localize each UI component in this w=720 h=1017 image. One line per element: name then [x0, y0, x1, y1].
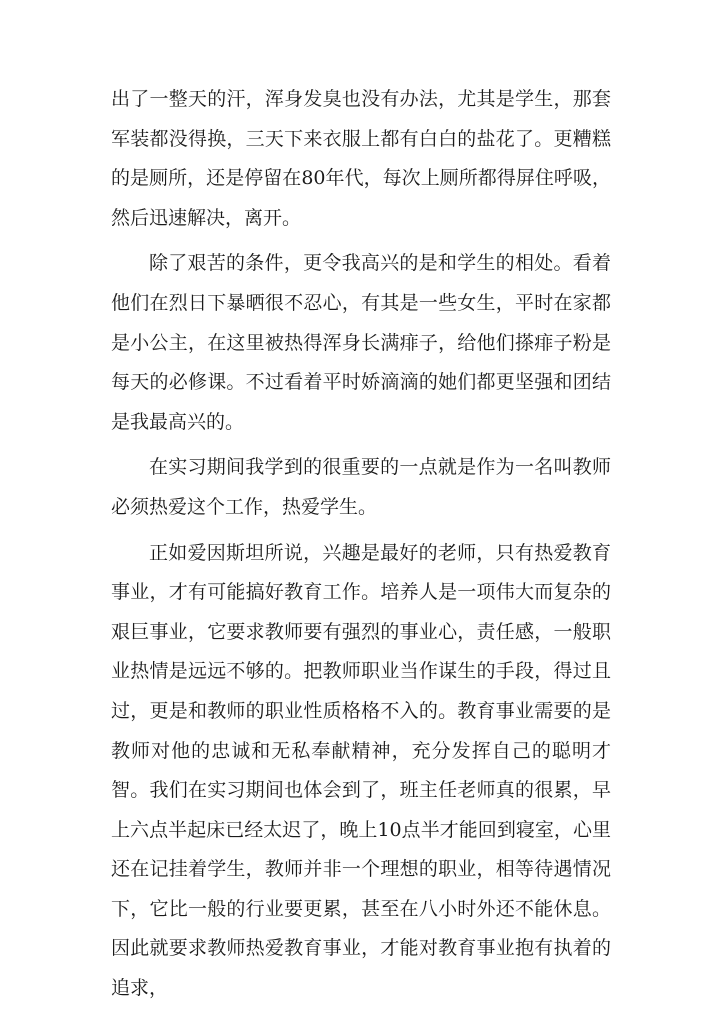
paragraph-3: 在实习期间我学到的很重要的一点就是作为一名叫教师必须热爱这个工作，热爱学生。 [111, 456, 611, 518]
paragraph-1: 出了一整天的汗，浑身发臭也没有办法，尤其是学生，那套军装都没得换，三天下来衣服上都有白白的盐花了。更糟糕的是厕所，还是停留在80年代，每次上厕所都得屏住呼吸，然后迅速解决，离开。 [111, 88, 611, 229]
body-text [111, 80, 611, 1015]
paragraph-4: 正如爱因斯坦所说，兴趣是最好的老师，只有热爱教育事业，才有可能搞好教育工作。培养人是一项伟大而复杂的艰巨事业，它要求教师要有强烈的事业心，责任感，一般职业热情是远远不够的。把教师职业当作谋生的手段，得过且过，更是和教师的职业性质格格不入的。教育事业需要的是教师对他的忠诚和无私奉献精神，充分发挥自己的聪明才智。我们在实习期间也体会到了，班主任老师真的很累，早上六点半起床已经太迟了，晚上10点半才能回到寝室，心里还在记挂着学生，教师并非一个理想的职业，相等待遇情况下，它比一般的行业要更累，甚至在八小时外还不能休息。因此就要求教师热爱教育事业，才能对教育事业抱有执着的追求， [111, 541, 611, 1000]
paragraph-2: 除了艰苦的条件，更令我高兴的是和学生的相处。看着他们在烈日下暴晒很不忍心，有其是一些女生，平时在家都是小公主，在这里被热得浑身长满痱子，给他们搽痱子粉是每天的必修课。不过看着平时娇滴滴的她们都更坚强和团结是我最高兴的。 [111, 252, 611, 433]
